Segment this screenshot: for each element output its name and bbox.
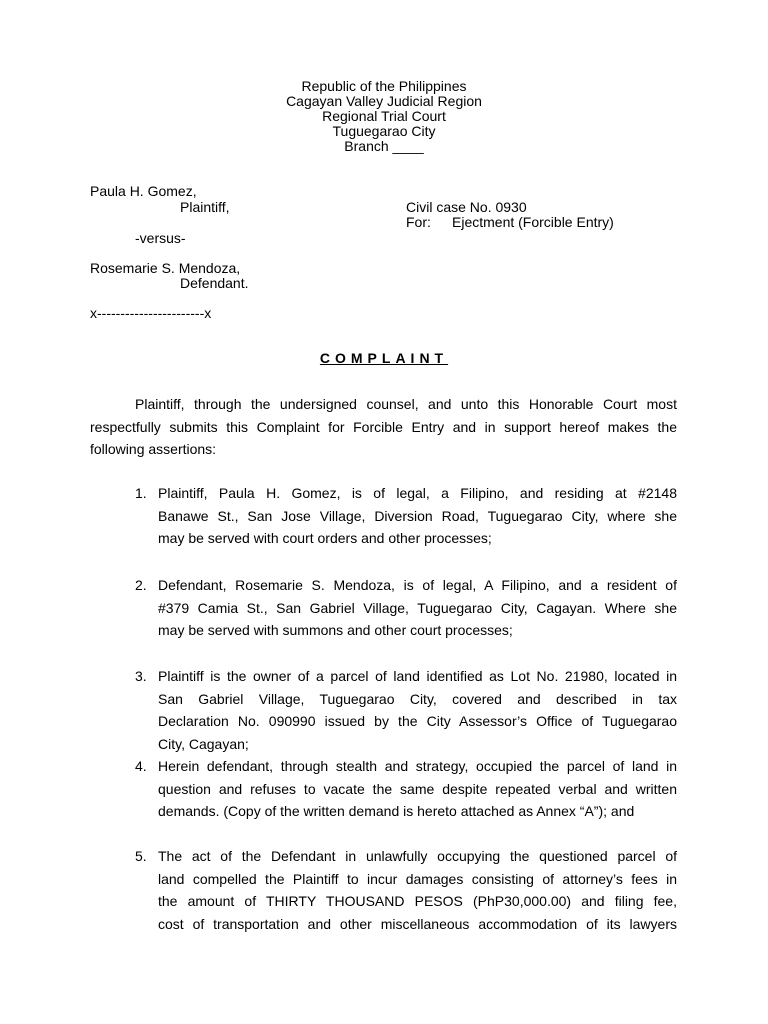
versus-label: -versus-: [135, 230, 186, 246]
header-branch: Branch ____: [344, 138, 424, 154]
list-item: [135, 665, 677, 755]
document-title: COMPLAINT: [319, 350, 449, 366]
item-line: City, Cagayan;: [158, 735, 249, 752]
intro-paragraph: [90, 393, 677, 461]
item-line: question and refuses to vacate the same despite repeated verbal and written: [158, 780, 677, 797]
caption-separator: x-----------------------x: [90, 305, 212, 321]
court-header: [0, 79, 768, 154]
item-line: may be served with court orders and other processes;: [158, 530, 492, 546]
header-trial-court: Regional Trial Court: [322, 108, 446, 124]
item-number: 5.: [135, 848, 147, 864]
item-line: cost of transportation and other miscellaneous accommodation of its lawyers: [158, 915, 677, 932]
item-line: land compelled the Plaintiff to incur damages consisting of attorney’s fees in: [158, 870, 677, 887]
list-item: [135, 482, 677, 550]
list-item: [135, 574, 677, 642]
intro-text: Plaintiff, through the undersigned counsel, and unto this Honorable Court most respectfully submits this Complaint for Forcible Entry and in support hereof makes the following assertions:: [90, 396, 677, 457]
item-number: 4.: [135, 758, 147, 774]
item-line: Banawe St., San Jose Village, Diversion Road, Tuguegarao City, where she: [158, 507, 677, 524]
item-number: 3.: [135, 668, 147, 684]
item-line: the amount of THIRTY THOUSAND PESOS (PhP30,000.00) and filing fee,: [158, 893, 677, 909]
list-item: [135, 845, 677, 935]
list-item: [135, 755, 677, 823]
header-judicial-region: Cagayan Valley Judicial Region: [286, 93, 482, 109]
item-line: Plaintiff is the owner of a parcel of land identified as Lot No. 21980, located in: [158, 668, 677, 684]
header-city: Tuguegarao City: [332, 123, 436, 139]
plaintiff-role: Plaintiff,: [180, 199, 230, 215]
item-line: Plaintiff, Paula H. Gomez, is of legal, a Filipino, and residing at #2148: [158, 485, 677, 501]
item-line: San Gabriel Village, Tuguegarao City, covered and described in tax: [158, 690, 677, 707]
item-number: 1.: [135, 485, 147, 501]
item-line: #379 Camia St., San Gabriel Village, Tuguegarao City, Cagayan. Where she: [158, 599, 677, 616]
item-line: Herein defendant, through stealth and strategy, occupied the parcel of land in: [158, 758, 677, 774]
item-line: Defendant, Rosemarie S. Mendoza, is of legal, A Filipino, and a resident of: [158, 577, 677, 593]
case-for-label: For:: [406, 214, 431, 230]
plaintiff-name: Paula H. Gomez,: [90, 183, 197, 199]
defendant-name: Rosemarie S. Mendoza,: [90, 260, 241, 276]
item-line: may be served with summons and other court processes;: [158, 622, 513, 638]
header-republic: Republic of the Philippines: [301, 78, 467, 94]
case-number: Civil case No. 0930: [406, 199, 527, 215]
item-line: The act of the Defendant in unlawfully occupying the questioned parcel of: [158, 848, 677, 864]
item-line: Declaration No. 090990 issued by the City Assessor’s Office of Tuguegarao: [158, 713, 677, 729]
case-for-value: Ejectment (Forcible Entry): [452, 214, 614, 230]
item-line: demands. (Copy of the written demand is hereto attached as Annex “A”); and: [158, 803, 635, 819]
defendant-role: Defendant.: [180, 275, 249, 291]
item-number: 2.: [135, 577, 147, 593]
